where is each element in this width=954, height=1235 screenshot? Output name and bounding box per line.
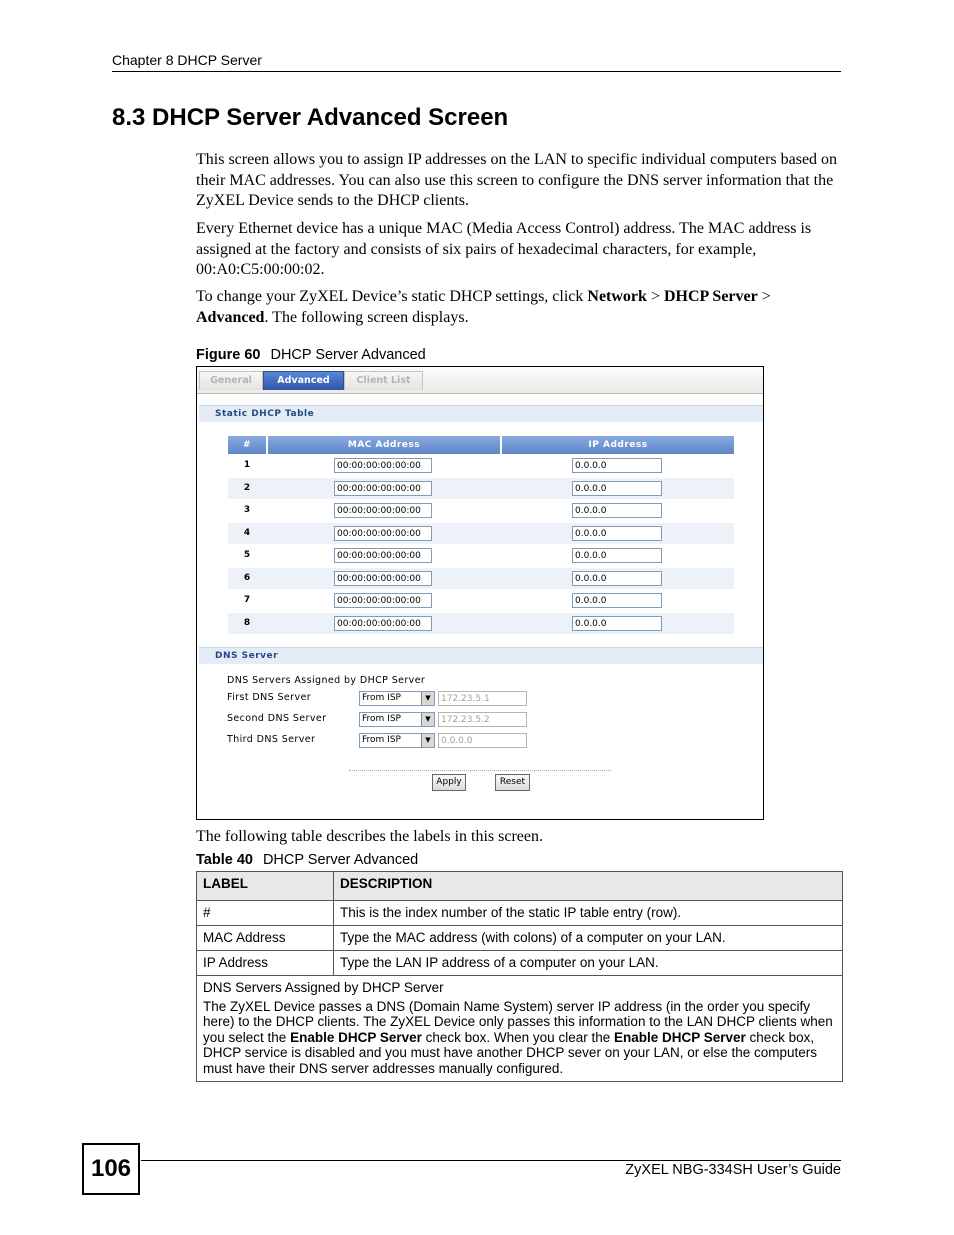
mac-input[interactable]: 00:00:00:00:00:00	[334, 548, 432, 563]
table-row	[228, 568, 734, 589]
header-rule	[112, 71, 841, 72]
ip-input[interactable]: 0.0.0.0	[572, 458, 662, 473]
second-dns-label: Second DNS Server	[227, 713, 327, 724]
footer-rule	[141, 1160, 841, 1161]
figure-title: DHCP Server Advanced	[270, 347, 426, 363]
table-row	[228, 545, 734, 566]
tab-advanced[interactable]: Advanced	[263, 371, 344, 390]
ip-input[interactable]: 0.0.0.0	[572, 548, 662, 563]
row-index: 2	[243, 483, 251, 493]
nav-advanced: Advanced	[196, 308, 265, 326]
nav-dhcp-server: DHCP Server	[663, 288, 758, 305]
table-row	[228, 590, 734, 611]
row-index: 4	[243, 528, 251, 538]
nav-sep: >	[646, 288, 664, 305]
table-row	[228, 500, 734, 521]
dns-row-description	[203, 999, 836, 1077]
table-row	[197, 951, 843, 976]
paragraph-mac: Every Ethernet device has a unique MAC (Media Access Control) address. The MAC address is assigned at the factory and consists of six pairs of hexadecimal characters, for example, 00:A0:C5:00:00:02.	[196, 220, 812, 278]
header-description: DESCRIPTION	[334, 872, 843, 901]
column-header-index: #	[228, 436, 266, 454]
first-dns-label: First DNS Server	[227, 692, 312, 703]
page-number: 106	[82, 1143, 140, 1195]
row-description: This is the index number of the static IP table entry (row).	[334, 901, 843, 926]
second-dns-ip-input[interactable]: 172.23.5.2	[438, 712, 527, 727]
row-index: 3	[243, 505, 251, 515]
row-index: 8	[243, 618, 251, 628]
mac-input[interactable]: 00:00:00:00:00:00	[334, 571, 432, 586]
dns-description-cell	[197, 976, 843, 1082]
footer-guide-title: ZyXEL NBG-334SH User’s Guide	[625, 1162, 841, 1178]
dns-assigned-label: DNS Servers Assigned by DHCP Server	[227, 675, 426, 686]
ip-input[interactable]: 0.0.0.0	[572, 526, 662, 541]
mac-input[interactable]: 00:00:00:00:00:00	[334, 616, 432, 631]
mac-input[interactable]: 00:00:00:00:00:00	[334, 593, 432, 608]
description-table	[196, 871, 843, 1082]
first-dns-mode-value: From ISP	[362, 693, 401, 703]
dns-bold: Enable DHCP Server	[290, 1029, 422, 1045]
table-row	[197, 976, 843, 1082]
dns-section-header: DNS Server	[199, 647, 763, 664]
button-divider	[349, 770, 611, 771]
nav-text: To change your ZyXEL Device’s static DHCP settings, click	[196, 288, 588, 305]
reset-button[interactable]: Reset	[495, 774, 530, 791]
section-title: 8.3 DHCP Server Advanced Screen	[112, 104, 509, 131]
dns-text: check box. When you clear the	[421, 1029, 614, 1045]
third-dns-mode-value: From ISP	[362, 735, 401, 745]
table-label: Table 40	[196, 852, 253, 868]
mac-input[interactable]: 00:00:00:00:00:00	[334, 458, 432, 473]
chevron-down-icon: ▼	[421, 692, 434, 705]
row-description: Type the MAC address (with colons) of a computer on your LAN.	[334, 926, 843, 951]
row-index: 6	[243, 573, 251, 583]
ip-input[interactable]: 0.0.0.0	[572, 571, 662, 586]
chevron-down-icon: ▼	[421, 734, 434, 747]
second-dns-mode-select[interactable]	[359, 712, 435, 727]
static-dhcp-section-header: Static DHCP Table	[199, 405, 763, 422]
tab-client-list[interactable]: Client List	[344, 371, 423, 390]
mac-input[interactable]: 00:00:00:00:00:00	[334, 481, 432, 496]
chapter-header: Chapter 8 DHCP Server	[112, 52, 262, 68]
apply-button[interactable]: Apply	[432, 774, 466, 791]
row-label: #	[197, 901, 334, 926]
nav-network: Network	[587, 288, 647, 305]
tab-bar	[197, 367, 763, 394]
ip-input[interactable]: 0.0.0.0	[572, 481, 662, 496]
dhcp-advanced-screen	[196, 366, 764, 820]
dns-bold: Enable DHCP Server	[613, 1029, 746, 1045]
row-label: MAC Address	[197, 926, 334, 951]
first-dns-mode-select[interactable]	[359, 691, 435, 706]
table-header-row	[197, 872, 843, 901]
column-header-mac: MAC Address	[268, 436, 500, 454]
row-description: Type the LAN IP address of a computer on your LAN.	[334, 951, 843, 976]
paragraph-intro: This screen allows you to assign IP addresses on the LAN to specific individual computers based on their MAC addresses. You can also use this screen to configure the DNS server information that the ZyXEL Device sends to the DHCP clients.	[196, 151, 838, 209]
dns-text: The ZyXEL Device passes a DNS (Domain Name System) server IP address (in the order you specify here) to the DHCP clients. The ZyXEL Device only passes this information to the LAN DHCP clients when you select the	[203, 998, 833, 1045]
table-row	[228, 613, 734, 634]
second-dns-mode-value: From ISP	[362, 714, 401, 724]
dns-text: check box, DHCP service is disabled and you must have another DHCP sever on your LAN, or else the computers must have their DNS server addresses manually configured.	[203, 1029, 818, 1076]
table-row	[197, 926, 843, 951]
row-label: IP Address	[197, 951, 334, 976]
first-dns-ip-input[interactable]: 172.23.5.1	[438, 691, 527, 706]
row-index: 1	[243, 460, 251, 470]
row-index: 7	[243, 595, 251, 605]
row-index: 5	[243, 550, 251, 560]
nav-sep: >	[757, 288, 771, 305]
third-dns-label: Third DNS Server	[227, 734, 316, 745]
ip-input[interactable]: 0.0.0.0	[572, 503, 662, 518]
ip-input[interactable]: 0.0.0.0	[572, 593, 662, 608]
header-label: LABEL	[197, 872, 334, 901]
figure-caption	[196, 347, 426, 363]
dns-row-title: DNS Servers Assigned by DHCP Server	[203, 980, 444, 995]
table-row	[197, 901, 843, 926]
mac-input[interactable]: 00:00:00:00:00:00	[334, 503, 432, 518]
paragraph-table-intro: The following table describes the labels in this screen.	[196, 828, 544, 845]
nav-text-end: . The following screen displays.	[264, 308, 469, 326]
third-dns-ip-input[interactable]: 0.0.0.0	[438, 733, 527, 748]
ip-input[interactable]: 0.0.0.0	[572, 616, 662, 631]
mac-input[interactable]: 00:00:00:00:00:00	[334, 526, 432, 541]
table-caption	[196, 852, 418, 868]
table-row	[228, 523, 734, 544]
third-dns-mode-select[interactable]	[359, 733, 435, 748]
table-title: DHCP Server Advanced	[262, 852, 419, 868]
column-header-ip: IP Address	[502, 436, 734, 454]
paragraph-navigation	[196, 287, 844, 328]
table-row	[228, 455, 734, 476]
tab-general[interactable]: General	[199, 371, 263, 390]
figure-label: Figure 60	[196, 347, 261, 363]
chevron-down-icon: ▼	[421, 713, 434, 726]
table-row	[228, 478, 734, 499]
